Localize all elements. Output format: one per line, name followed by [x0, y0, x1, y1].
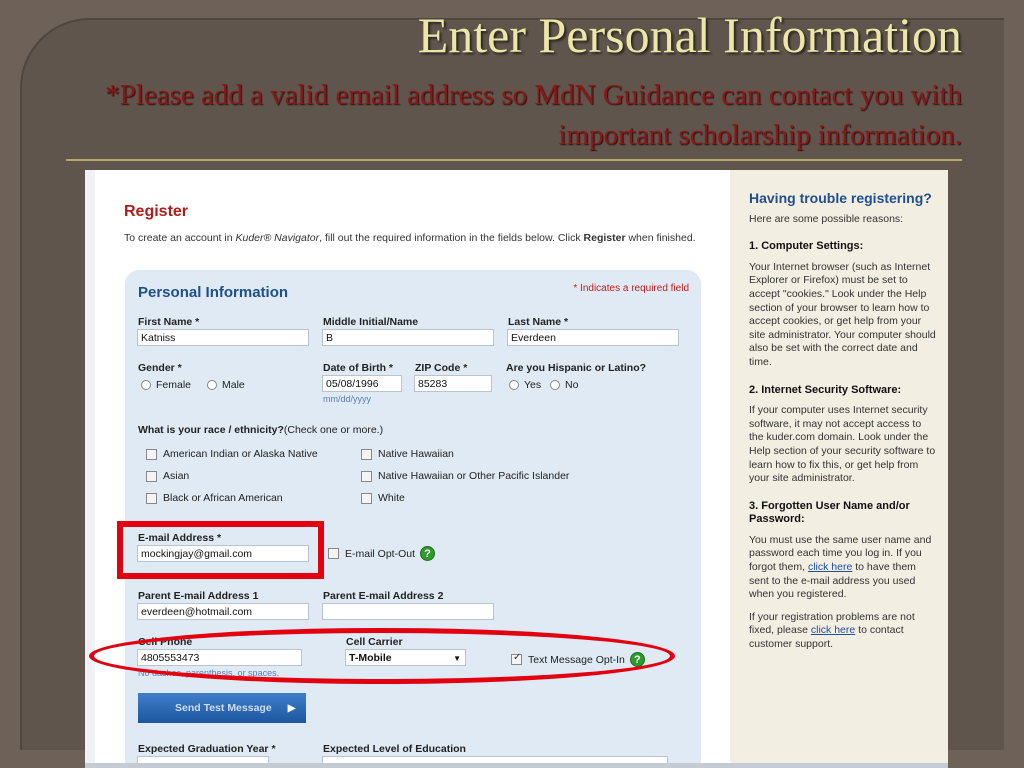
hispanic-no-option[interactable] — [550, 379, 578, 391]
american-indian-checkbox[interactable] — [146, 449, 157, 460]
black-checkbox[interactable] — [146, 493, 157, 504]
required-field-note: * Indicates a required field — [573, 283, 689, 294]
help-section-2-text: If your computer uses Internet security software, it may not accept access to the kuder.com domain. Look under the Help section of your security software to learn how to fix this, or get help from your site administrator. — [749, 404, 936, 485]
black-label: Black or African American — [163, 492, 283, 504]
race-label-rest: (Check one or more.) — [283, 424, 384, 436]
last-name-input[interactable]: Everdeen — [507, 329, 679, 346]
pacific-islander-label: Native Hawaiian or Other Pacific Islander — [378, 470, 570, 482]
help-title: Having trouble registering? — [749, 190, 932, 206]
race-option-black[interactable] — [146, 492, 283, 504]
email-optout-label: E-mail Opt-Out — [345, 547, 416, 560]
intro-text-2: , fill out the required information in the fields below. Click — [319, 232, 584, 244]
male-radio[interactable] — [207, 380, 217, 390]
asian-checkbox[interactable] — [146, 471, 157, 482]
race-option-pacific-islander[interactable] — [361, 470, 569, 482]
email-label: E-mail Address * — [138, 532, 222, 544]
email-optout-checkbox[interactable] — [328, 548, 339, 559]
help-intro: Here are some possible reasons: — [749, 212, 904, 225]
dob-label: Date of Birth * — [323, 362, 394, 374]
send-test-label: Send Test Message — [175, 702, 272, 714]
hispanic-label: Are you Hispanic or Latino? — [506, 362, 647, 374]
female-radio[interactable] — [141, 380, 151, 390]
first-name-input[interactable]: Katniss — [137, 329, 309, 346]
email-highlight-box — [117, 521, 324, 579]
parent-email-2-label: Parent E-mail Address 2 — [323, 590, 444, 602]
register-intro — [124, 232, 699, 245]
race-label-bold: What is your race / ethnicity? — [138, 424, 284, 436]
first-name-label: First Name * — [138, 316, 200, 328]
white-label: White — [378, 492, 405, 504]
text-optin-label: Text Message Opt-In — [528, 653, 625, 666]
intro-brand: Kuder® Navigator — [235, 232, 320, 244]
dob-input[interactable]: 05/08/1996 — [322, 375, 402, 392]
help-section-2-title: 2. Internet Security Software: — [749, 383, 902, 396]
parent-email-1-input[interactable]: everdeen@hotmail.com — [137, 603, 309, 620]
american-indian-label: American Indian or Alaska Native — [163, 448, 318, 460]
cell-phone-label: Cell Phone — [138, 636, 193, 648]
help-sidebar — [730, 170, 948, 768]
cell-phone-input[interactable]: 4805553473 — [137, 649, 302, 666]
s3-text-pre: You must use the same user name and password each time you log in. If you forgot them, — [749, 533, 932, 574]
left-edge-strip — [85, 170, 95, 768]
race-option-american-indian[interactable] — [146, 448, 318, 460]
last-name-label: Last Name * — [508, 316, 569, 328]
race-option-native-hawaiian[interactable] — [361, 448, 454, 460]
middle-name-input[interactable]: B — [322, 329, 494, 346]
yes-label: Yes — [524, 379, 542, 391]
help-section-3-text — [749, 534, 938, 602]
parent-email-2-input[interactable] — [322, 603, 494, 620]
grad-year-label: Expected Graduation Year * — [138, 743, 276, 755]
s4-text-post: to contact customer support. — [749, 624, 904, 651]
text-help-icon[interactable]: ? — [630, 652, 645, 667]
slide-subtitle: *Please add a valid email address so MdN Guidance can contact you with important scholarship information. — [105, 79, 962, 151]
email-input[interactable]: mockingjay@gmail.com — [137, 545, 309, 562]
middle-name-label: Middle Initial/Name — [323, 316, 419, 328]
send-test-message-button[interactable] — [138, 693, 306, 723]
race-option-white[interactable] — [361, 492, 405, 504]
white-checkbox[interactable] — [361, 493, 372, 504]
intro-text-1: To create an account in — [124, 232, 236, 244]
help-section-1-title: 1. Computer Settings: — [749, 240, 864, 253]
pacific-islander-checkbox[interactable] — [361, 471, 372, 482]
email-help-icon[interactable]: ? — [420, 546, 435, 561]
cell-carrier-value: T-Mobile — [349, 652, 392, 664]
chevron-down-icon: ▼ — [453, 654, 461, 663]
gender-male-option[interactable] — [207, 379, 245, 391]
no-label: No — [565, 379, 579, 391]
contact-support-link[interactable]: click here — [810, 624, 856, 637]
help-section-1-text: Your Internet browser (such as Internet Explorer or Firefox) must be set to accept "cookies." Look under the Help section of your browser to learn how to accept cookies, or get help from your site administrator. Your computer should also be set with the correct date and time. — [749, 260, 936, 368]
native-hawaiian-label: Native Hawaiian — [378, 448, 454, 460]
register-heading: Register — [124, 203, 189, 220]
race-option-asian[interactable] — [146, 470, 189, 482]
male-label: Male — [222, 379, 245, 391]
s3-text-post: to have them sent to the e-mail address you used when you registered. — [749, 561, 916, 601]
no-radio[interactable] — [550, 380, 560, 390]
arrow-right-icon: ▶ — [287, 702, 296, 714]
yes-radio[interactable] — [509, 380, 519, 390]
female-label: Female — [156, 379, 192, 391]
zip-input[interactable]: 85283 — [414, 375, 492, 392]
dob-hint: mm/dd/yyyy — [323, 394, 372, 404]
cell-phone-hint: No dashes, parenthesis, or spaces. — [138, 668, 280, 678]
hispanic-yes-option[interactable] — [509, 379, 541, 391]
slide-title: Enter Personal Information — [417, 7, 962, 63]
native-hawaiian-checkbox[interactable] — [361, 449, 372, 460]
s4-text-pre: If your registration problems are not fixed, please — [749, 610, 915, 637]
education-label: Expected Level of Education — [323, 743, 466, 755]
email-optout-option[interactable] — [328, 546, 435, 561]
personal-information-title: Personal Information — [138, 284, 289, 301]
personal-information-panel — [125, 270, 701, 768]
zip-label: ZIP Code * — [415, 362, 468, 374]
cell-phone-highlight-oval — [89, 628, 675, 684]
help-section-3-title: 3. Forgotten User Name and/or Password: — [749, 499, 910, 526]
intro-text-3: when finished. — [625, 232, 696, 244]
race-label — [138, 424, 383, 436]
intro-register-word: Register — [583, 232, 626, 244]
help-section-4-text — [749, 611, 938, 652]
asian-label: Asian — [163, 470, 190, 482]
forgot-credentials-link[interactable]: click here — [807, 561, 853, 574]
bottom-scroll-bar — [85, 763, 948, 768]
parent-email-1-label: Parent E-mail Address 1 — [138, 590, 259, 602]
cell-carrier-label: Cell Carrier — [346, 636, 403, 648]
gender-female-option[interactable] — [141, 379, 191, 391]
slide-divider — [66, 159, 962, 161]
gender-label: Gender * — [138, 362, 182, 374]
